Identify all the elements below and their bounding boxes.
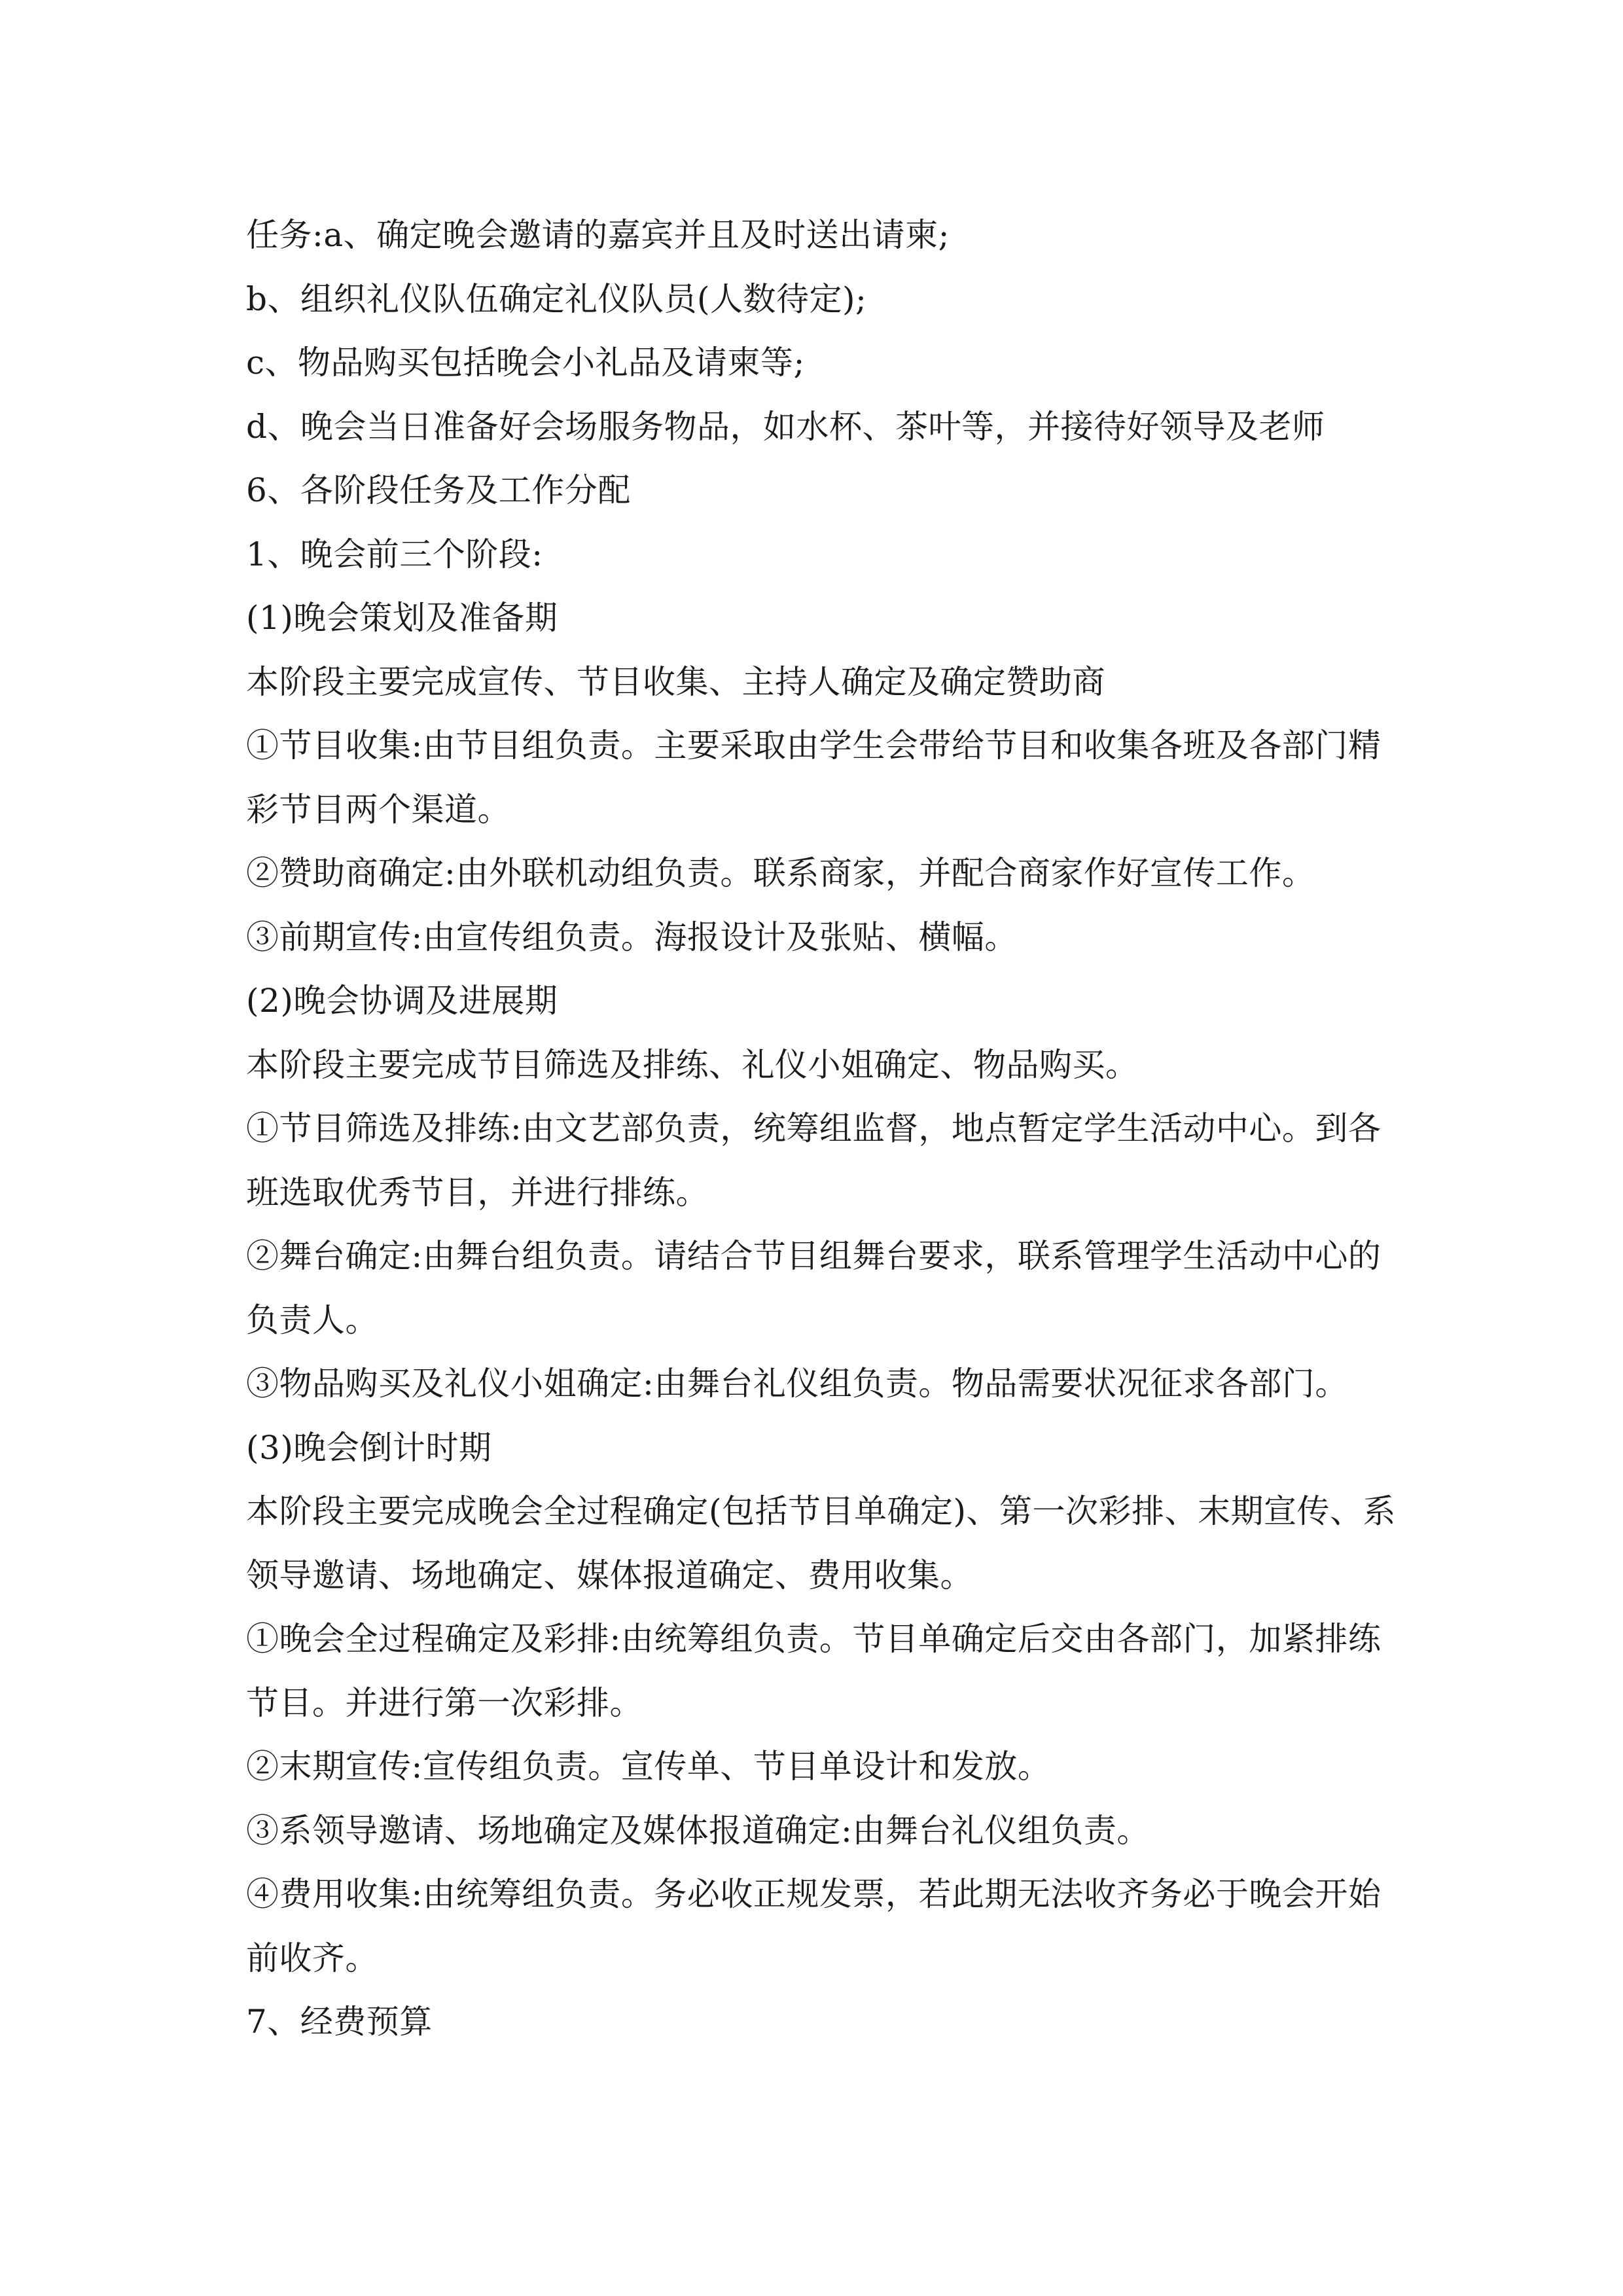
text-line: ①晚会全过程确定及彩排:由统筹组负责。节目单确定后交由各部门，加紧排练 xyxy=(246,1620,1382,1658)
text-line: 本阶段主要完成宣传、节目收集、主持人确定及确定赞助商 xyxy=(246,662,1105,701)
phase-heading: (1)晚会策划及准备期 xyxy=(246,599,558,637)
text-line: ③系领导邀请、场地确定及媒体报道确定:由舞台礼仪组负责。 xyxy=(246,1811,1150,1850)
text-line: 节目。并进行第一次彩排。 xyxy=(246,1683,643,1722)
document-body xyxy=(246,204,1397,2054)
phase-heading: (3)晚会倒计时期 xyxy=(246,1428,492,1467)
text-line: 本阶段主要完成晚会全过程确定(包括节目单确定)、第一次彩排、末期宣传、系 xyxy=(246,1492,1397,1530)
text-line: 负责人。 xyxy=(246,1300,378,1339)
text-line: ①节目筛选及排练:由文艺部负责，统筹组监督，地点暂定学生活动中心。到各 xyxy=(246,1109,1382,1147)
text-line: 班选取优秀节目，并进行排练。 xyxy=(246,1173,709,1211)
section-heading: 7、经费预算 xyxy=(246,2003,433,2041)
text-line: ①节目收集:由节目组负责。主要采取由学生会带给节目和收集各班及各部门精 xyxy=(246,726,1382,764)
text-line: ②赞助商确定:由外联机动组负责。联系商家，并配合商家作好宣传工作。 xyxy=(246,854,1315,892)
text-line: d、晚会当日准备好会场服务物品，如水杯、茶叶等，并接待好领导及老师 xyxy=(246,407,1325,446)
subsection-heading: 1、晚会前三个阶段: xyxy=(246,535,543,573)
text-line: 领导邀请、场地确定、媒体报道确定、费用收集。 xyxy=(246,1556,973,1594)
text-line: 前收齐。 xyxy=(246,1939,378,1977)
text-line: 彩节目两个渠道。 xyxy=(246,790,510,829)
text-line: ③前期宣传:由宣传组负责。海报设计及张贴、横幅。 xyxy=(246,918,1018,956)
text-line: c、物品购买包括晚会小礼品及请柬等; xyxy=(246,344,805,382)
text-line: ④费用收集:由统筹组负责。务必收正规发票，若此期无法收齐务必于晚会开始 xyxy=(246,1875,1382,1913)
text-line: ②舞台确定:由舞台组负责。请结合节目组舞台要求，联系管理学生活动中心的 xyxy=(246,1237,1382,1275)
text-line: 本阶段主要完成节目筛选及排练、礼仪小姐确定、物品购买。 xyxy=(246,1045,1139,1084)
section-heading: 6、各阶段任务及工作分配 xyxy=(246,471,631,509)
phase-heading: (2)晚会协调及进展期 xyxy=(246,982,558,1020)
text-line: ③物品购买及礼仪小姐确定:由舞台礼仪组负责。物品需要状况征求各部门。 xyxy=(246,1365,1348,1403)
text-line: 任务:a、确定晚会邀请的嘉宾并且及时送出请柬; xyxy=(246,216,950,254)
text-line: b、组织礼仪队伍确定礼仪队员(人数待定); xyxy=(246,279,867,318)
text-line: ②末期宣传:宣传组负责。宣传单、节目单设计和发放。 xyxy=(246,1748,1051,1785)
